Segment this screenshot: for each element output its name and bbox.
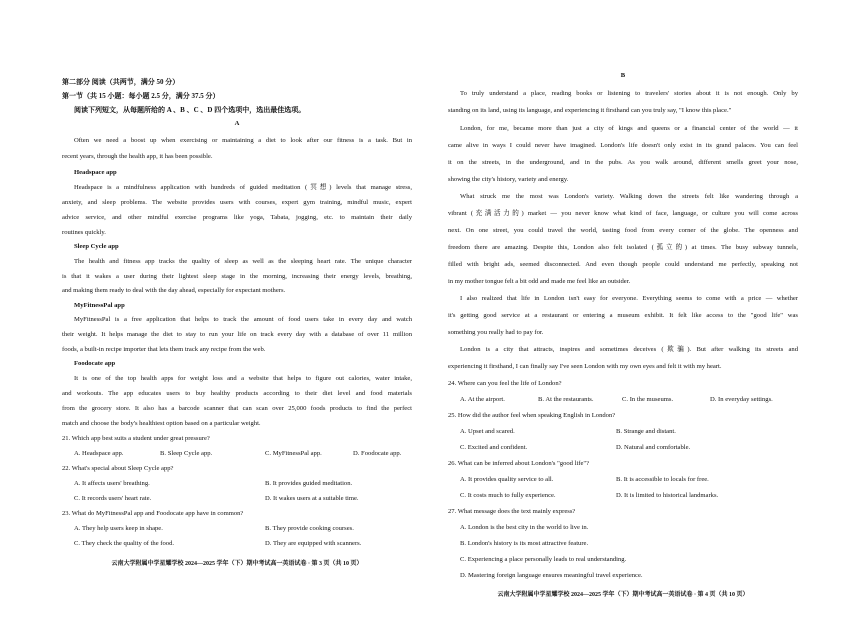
option-a[interactable]: A. It affects users' breathing. bbox=[74, 480, 150, 487]
passage-a-line: from the grocery store. It also has a barcode scanner that can scan over 25,000 foods products to find the perfect bbox=[62, 405, 412, 412]
passage-b-line: something you really had to pay for. bbox=[448, 329, 544, 336]
option-b[interactable]: B. It is accessible to locals for free. bbox=[616, 476, 709, 483]
passage-b-line: London, for me, became more than just a city of kings and queens or a financial center of the world — it bbox=[460, 125, 798, 132]
passage-b-line: freedom there are amazing. Despite this, London also felt isolated (孤立的) at times. The busy subway tunnels, bbox=[448, 244, 798, 251]
passage-b-line: it on the streets, in the underground, and in the pubs. As you walk around, different smells greet your nose, bbox=[448, 159, 798, 166]
option-d[interactable]: D. Foodocate app. bbox=[353, 450, 402, 457]
option-d[interactable]: D. It wakes users at a suitable time. bbox=[265, 495, 359, 502]
option-a[interactable]: A. Upset and scared. bbox=[460, 428, 515, 435]
app-heading-headspace: Headspace app bbox=[74, 169, 117, 176]
subsection-title: 第一节（共 15 小题：每小题 2.5 分，满分 37.5 分） bbox=[62, 92, 220, 100]
passage-a-line: is that it wakes a user during their lightest sleep stage in the morning, increasing their energy levels, breathing, bbox=[62, 273, 412, 280]
option-a[interactable]: A. At the airport. bbox=[460, 396, 505, 403]
right-page bbox=[448, 0, 798, 619]
passage-a-line: match and choose the body's healthiest option based on a particular weight. bbox=[62, 420, 261, 427]
option-b[interactable]: B. They provide cooking courses. bbox=[265, 525, 354, 532]
option-b[interactable]: B. London's history is its most attractive feature. bbox=[460, 540, 589, 547]
app-heading-myfitnesspal: MyFitnessPal app bbox=[74, 302, 125, 309]
passage-a-line: their weight. It helps manage the diet to stay to run your life on track every day with a database of over 11 million bbox=[62, 331, 412, 338]
option-b[interactable]: B. It provides guided meditation. bbox=[265, 480, 353, 487]
passage-a-line: foods, a built-in recipe importer that lets them track any recipe from the web. bbox=[62, 346, 266, 353]
option-c[interactable]: C. It records users' heart rate. bbox=[74, 495, 152, 502]
passage-b-line: came alive in ways I could never have imagined. London's life doesn't only exist in its grand palaces. You can feel bbox=[448, 142, 798, 149]
passage-b-line: vibrant (充满活力的) market — you never know what kind of face, language, or culture you will come across bbox=[448, 210, 798, 217]
question-stem: 23. What do MyFitnessPal app and Foodocate app have in common? bbox=[62, 510, 244, 517]
passage-b-label: B bbox=[620, 72, 626, 79]
question-stem: 25. How did the author feel when speaking English in London? bbox=[448, 412, 616, 419]
question-stem: 21. Which app best suits a student under great pressure? bbox=[62, 435, 210, 442]
option-d[interactable]: D. Natural and comfortable. bbox=[616, 444, 691, 451]
passage-a-line: and making them ready to deal with the day ahead, especially for expectant mothers. bbox=[62, 287, 286, 294]
passage-a-label: A bbox=[234, 120, 240, 127]
section-title: 第二部分 阅读（共两节，满分 50 分） bbox=[62, 78, 180, 86]
passage-a-line: routines quickly. bbox=[62, 229, 106, 236]
option-b[interactable]: B. At the restaurants. bbox=[538, 396, 594, 403]
app-heading-sleep-cycle: Sleep Cycle app bbox=[74, 243, 119, 250]
question-stem: 22. What's special about Sleep Cycle app? bbox=[62, 465, 174, 472]
option-a[interactable]: A. It provides quality service to all. bbox=[460, 476, 554, 483]
passage-a-line: recent years, through the health app, it has been possible. bbox=[62, 153, 213, 160]
passage-b-line: What struck me the most was London's variety. Walking down the streets felt like wandering through a bbox=[460, 193, 798, 200]
passage-a-line: Headspace is a mindfulness application with hundreds of guided meditation (冥想) levels that manage stress, bbox=[74, 184, 412, 191]
option-c[interactable]: C. MyFitnessPal app. bbox=[265, 450, 322, 457]
passage-b-line: showing the city's history, variety and energy. bbox=[448, 176, 569, 183]
option-a[interactable]: A. London is the best city in the world to live in. bbox=[460, 524, 589, 531]
option-c[interactable]: C. Excited and confident. bbox=[460, 444, 528, 451]
passage-a-line: It is one of the top health apps for weight loss and a website that helps to figure out calories, water intake, bbox=[74, 375, 412, 382]
passage-b-line: standing on its land, using its language, and experiencing it firsthand can you truly say, "I know this place." bbox=[448, 107, 732, 114]
passage-b-line: experiencing it firsthand, I can finally say I've seen London with my own eyes and felt it with my heart. bbox=[448, 363, 722, 370]
passage-b-line: To truly understand a place, reading books or listening to travelers' stories about it is not enough. Only by bbox=[460, 90, 798, 97]
option-d[interactable]: D. In everyday settings. bbox=[710, 396, 773, 403]
page-footer: 云南大学附属中学星耀学校 2024—2025 学年（下）期中考试高一英语试卷 · 第 4 页（共 10 页） bbox=[497, 592, 749, 598]
passage-b-line: in my mother tongue felt a bit odd and made me feel like an outsider. bbox=[448, 278, 631, 285]
instruction: 阅读下列短文，从每题所给的 A 、B 、C 、D 四个选项中，选出最佳选项。 bbox=[74, 106, 306, 114]
app-heading-foodocate: Foodocate app bbox=[74, 360, 116, 367]
passage-b-line: London is a city that attracts, inspires and sometimes deceives (欺骗). But after walking its streets and bbox=[460, 346, 798, 353]
option-c[interactable]: C. They check the quality of the food. bbox=[74, 540, 175, 547]
passage-b-line: next. On one street, you could travel the world, tasting food from every corner of the globe. The openness and bbox=[448, 227, 798, 234]
option-c[interactable]: C. It costs much to fully experience. bbox=[460, 492, 556, 499]
option-a[interactable]: A. Headspace app. bbox=[74, 450, 124, 457]
option-d[interactable]: D. They are equipped with scanners. bbox=[265, 540, 362, 547]
passage-a-line: Often we need a boost up when exercising or maintaining a diet to look after our fitness is a task. But in bbox=[74, 137, 412, 144]
question-stem: 26. What can be inferred about London's "good life"? bbox=[448, 460, 590, 467]
passage-a-line: MyFitnessPal is a free application that helps to track the amount of food users take in every day and watch bbox=[74, 316, 412, 323]
passage-b-line: I also realized that life in London isn't easy for everyone. Everything seems to come with a price — whether bbox=[460, 295, 798, 302]
option-d[interactable]: D. Mastering foreign language ensures meaningful travel experience. bbox=[460, 572, 643, 579]
option-a[interactable]: A. They help users keep in shape. bbox=[74, 525, 163, 532]
option-c[interactable]: C. In the museums. bbox=[622, 396, 674, 403]
option-b[interactable]: B. Sleep Cycle app. bbox=[160, 450, 213, 457]
option-b[interactable]: B. Strange and distant. bbox=[616, 428, 676, 435]
question-stem: 27. What message does the text mainly express? bbox=[448, 508, 576, 515]
passage-a-line: advice service, and other mindful exercise programs like yoga, Tabata, jogging, etc. to maintain their daily bbox=[62, 214, 412, 221]
option-c[interactable]: C. Experiencing a place personally leads to real understanding. bbox=[460, 556, 627, 563]
passage-a-line: and workouts. The app educates users to buy healthy products according to their diet level and food materials bbox=[62, 390, 412, 397]
page-footer: 云南大学附属中学星耀学校 2024—2025 学年（下）期中考试高一英语试卷 · 第 3 页（共 10 页） bbox=[111, 561, 363, 567]
question-stem: 24. Where can you feel the life of London? bbox=[448, 380, 562, 387]
passage-a-line: The health and fitness app tracks the quality of sleep as well as the sleeping heart rate. The unique character bbox=[74, 258, 412, 265]
left-page bbox=[62, 0, 412, 619]
passage-b-line: filled with bright ads, seemed disconnected. And even though people could understand me perfectly, speaking not bbox=[448, 261, 798, 268]
passage-a-line: anxiety, and sleep problems. The website provides users with courses, expert gym training, mindful music, expert bbox=[62, 199, 412, 206]
passage-b-line: it's getting good service at a restaurant or entering a museum exhibit. It felt like access to the "good life" was bbox=[448, 312, 798, 319]
option-d[interactable]: D. It is limited to historical landmarks. bbox=[616, 492, 719, 499]
